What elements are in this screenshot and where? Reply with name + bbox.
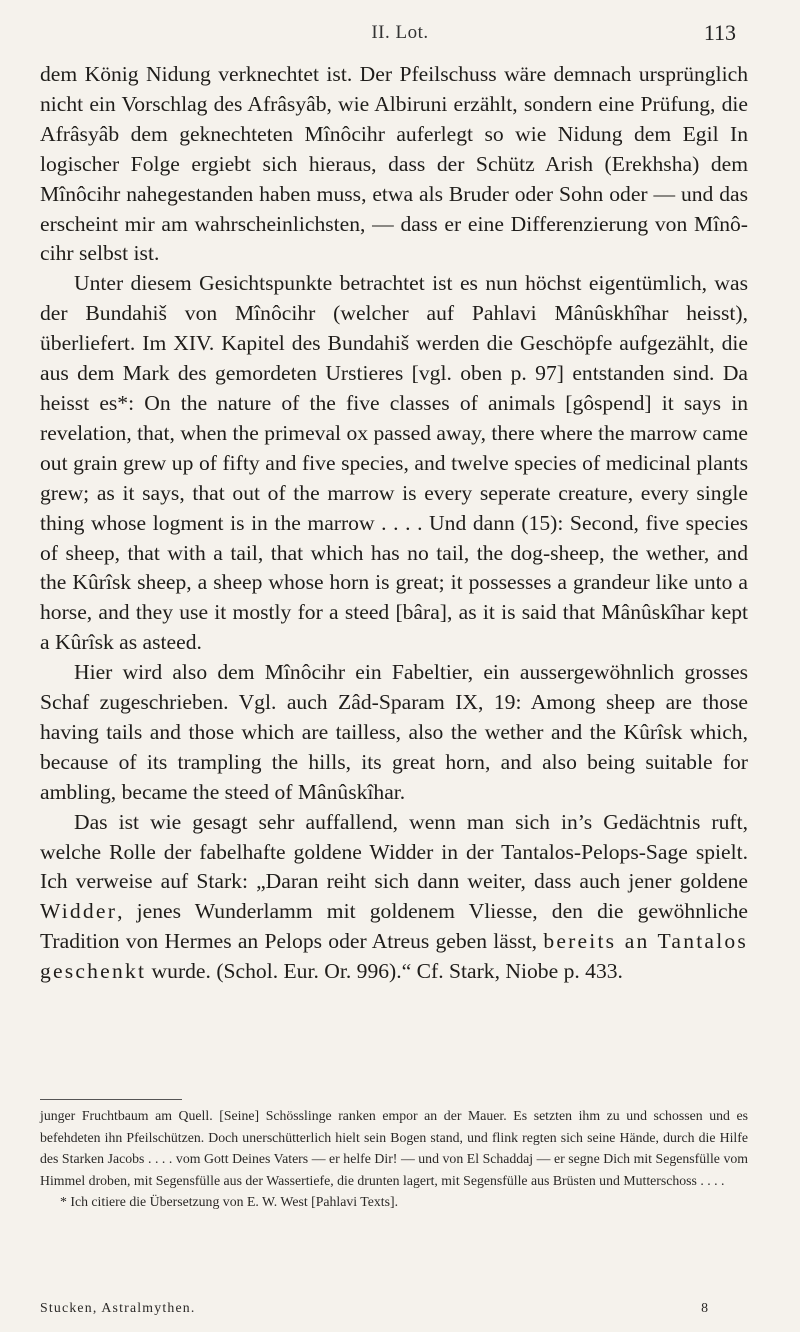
paragraph: Hier wird also dem Mînôcihr ein Fabeltier, ein aussergewöhnlich grosses Schaf zugeschrieben. Vgl. auch Zâd-Sparam IX, 19: Among sheep are those having tails and those which are tailless, also the wether and the Kûrîsk which, because of its trampling the hills, its great horn, and also being suitable for ambling, became the steed of Mânûskîhar. — [40, 660, 748, 804]
main-text — [40, 60, 748, 987]
spaced-emphasis: bereits an Tantalos geschenkt — [40, 929, 748, 984]
signature-number: 8 — [701, 1300, 708, 1315]
footnote-divider — [40, 1099, 182, 1100]
page-number: 113 — [703, 20, 736, 45]
footnote: junger Fruchtbaum am Quell. [Seine] Schösslinge ranken empor an der Mauer. Es setzten ihm zu und schossen und es befehdeten ihn Pfeilschützen. Doch unerschütterlich hielt sein Bogen stand, und flink regten sich seine Hände, durch die Hilfe des Starken Jacobs . . . . vom Gott Deines Vaters — er helfe Dir! — und von El Schaddaj — er segne Dich mit Segensfülle vom Himmel droben, mit Segensfülle aus der Wassertiefe, die drunten lagert, mit Segensfülle aus Brüsten und Mutterschoss . . . . — [40, 1108, 748, 1188]
footnote: * Ich citiere die Übersetzung von E. W. West [Pahlavi Texts]. — [60, 1194, 399, 1210]
paragraph — [40, 808, 748, 987]
running-head: II. Lot. — [371, 22, 429, 43]
printer-signature — [40, 1300, 748, 1322]
text-run: Das ist wie gesagt sehr auffallend, wenn man sich in’s Gedächtnis ruft, welche Rolle der fabelhafte goldene Widder in der Tantalos-Pelops-Sage spielt. Ich verweise auf Stark: „Daran reiht sich dann weiter, dass auch jener goldene — [40, 809, 748, 894]
footnotes — [40, 1105, 748, 1213]
text-run: , jenes Wunderlamm mit goldenem Vliesse, den die gewöhnliche Tradition von Hermes an Pelops oder Atreus geben lässt, — [40, 899, 748, 954]
text-run: wurde. (Schol. Eur. Or. 996).“ Cf. Stark, Niobe p. 433. — [146, 959, 623, 984]
spaced-emphasis: Widder — [40, 899, 118, 924]
signature-title: Stucken, Astralmythen. — [40, 1300, 196, 1315]
paragraph: Unter diesem Gesichtspunkte betrachtet ist es nun höchst eigentümlich, was der Bundahiš von Mînôcihr (welcher auf Pahlavi Mânûskhîhar heisst), überliefert. Im XIV. Kapitel des Bundahiš werden die Geschöpfe aufgezählt, die aus dem Mark des gemordeten Urstieres [vgl. oben p. 97] entstanden sind. Da heisst es*: On the nature of the five classes of animals [gôspend] it says in revelation, that, when the primeval ox passed away, there where the marrow came out grain grew up of fifty and five species, and twelve species of medicinal plants grew; as it says, that out of the marrow is every seperate creature, every single thing whose logment is in the marrow . . . . Und dann (15): Second, five species of sheep, that with a tail, that which has no tail, the dog-sheep, the wether, and the Kûrîsk sheep, a sheep whose horn is great; it possesses a grandeur like unto a horse, and they use it mostly for a steed [bâra], as it is said that Mânûskîhar kept a Kûrîsk as asteed. — [40, 271, 748, 655]
page-header — [0, 18, 800, 54]
paragraph: dem König Nidung verknechtet ist. Der Pfeilschuss wäre demnach ursprünglich nicht ein Vorschlag des Afrâsyâb, wie Albiruni erzählt, sondern eine Prüfung, die Afrâsyâb dem geknechteten Mînôcihr auferlegt so wie Nidung dem Egil In logischer Folge ergiebt sich hieraus, dass der Schütz Arish (Erekhsha) dem Mînôcihr nahegestanden haben muss, etwa als Bruder oder Sohn oder — und das erscheint mir am wahrscheinlichsten, — dass er eine Differenzierung von Mînôcihr selbst ist. — [40, 62, 748, 266]
